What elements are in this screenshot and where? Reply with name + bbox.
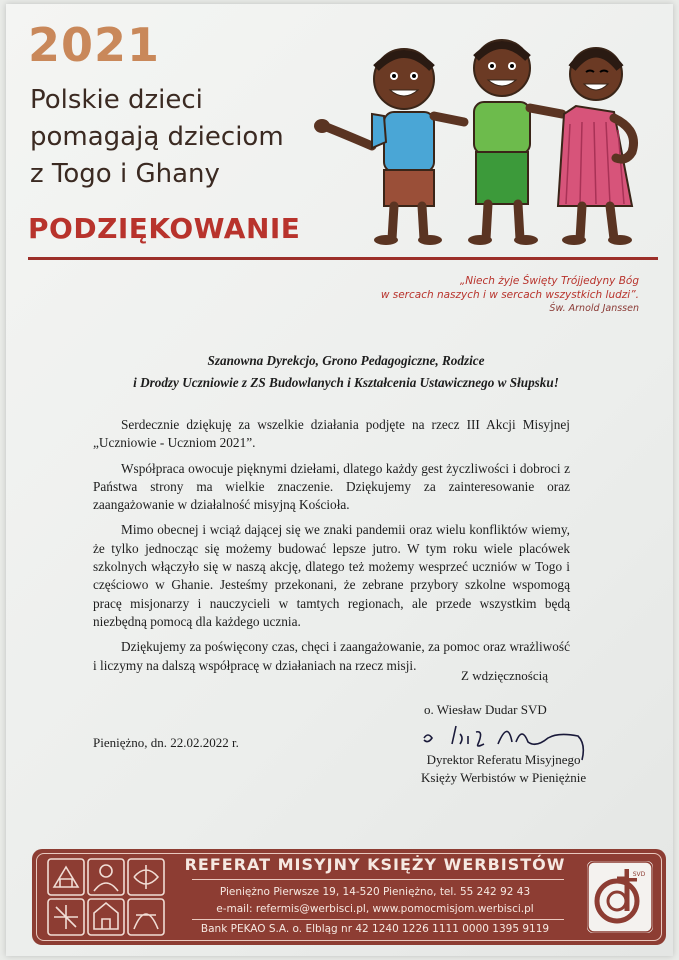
greeting-line-2: i Drodzy Uczniowie z ZS Budowlanych i Kształcenia Ustawicznego w Słupsku! — [133, 375, 559, 390]
paragraph-3: Mimo obecnej i wciąż dającej się we znaki pandemii oraz wielu konfliktów wiemy, że tylko jednocząc się możemy budować lepsze jutro. W tym roku wiele placówek szkolnych włączyło się w naszą akcję, dlatego też możemy wesprzeć uczniów w Togo i częściowo w Ghanie. Jesteśmy przekonani, że zebrane przybory szkolne wspomogą pracę misjonarzy i nauczycieli w tamtych regionach, ale przede wszystkim będą niezbędną pomocą dla każdego ucznia. — [93, 522, 570, 629]
letter-body — [93, 416, 570, 682]
closing-phrase: Z wdzięcznością — [461, 668, 548, 683]
letter-greeting — [46, 350, 646, 394]
footer-address: Pieniężno Pierwsze 19, 14-520 Pieniężno, tel. 55 242 92 43 — [219, 886, 531, 898]
paragraph-2: Współpraca owocuje pięknymi dziełami, dlatego każdy gest życzliwości i dobroci z Państwa strony ma wielkie znaczenie. Dziękujemy za zainteresowanie oraz zaangażowanie w działalność misyjną Kościoła. — [93, 460, 570, 513]
campaign-year: 2021 — [28, 18, 161, 72]
campaign-headline — [30, 82, 330, 193]
footer-contact: e-mail: refermis@werbisci.pl, www.pomocmisjom.werbisci.pl — [216, 903, 534, 915]
child-blue-shirt — [314, 49, 464, 245]
footer-divider-bottom — [192, 919, 564, 920]
child-green-shirt — [468, 40, 562, 245]
letter-title: PODZIĘKOWANIE — [28, 212, 301, 245]
headline-line-3: z Togo i Ghany — [30, 159, 220, 189]
quote-line-2: w sercach naszych i w sercach wszystkich ludzi”. — [380, 289, 639, 301]
letterhead-footer — [32, 849, 666, 945]
paragraph-4: Dziękujemy za poświęcony czas, chęci i zaangażowanie, za pomoc oraz wrażliwość i liczymy na dalszą współpracę w działaniach na rzecz misji. — [93, 639, 570, 673]
child-pink-dress — [558, 48, 634, 245]
quote-author: Św. Arnold Janssen — [549, 303, 639, 314]
paragraph-1: Serdecznie dziękuję za wszelkie działania podjęte na rzecz III Akcji Misyjnej „Uczniowie - Uczniom 2021”. — [93, 417, 570, 451]
mission-icons-grid — [46, 857, 168, 937]
greeting-line-1: Szanowna Dyrekcjo, Grono Pedagogiczne, Rodzice — [207, 353, 485, 368]
headline-line-1: Polskie dzieci — [30, 85, 203, 115]
svd-logo-text: SVD — [632, 871, 646, 878]
children-illustration — [314, 34, 664, 249]
letter-date: Pieniężno, dn. 22.02.2022 r. — [93, 735, 239, 750]
letter-sheet — [6, 4, 673, 956]
signer-role — [421, 751, 586, 787]
role-line-2: Księży Werbistów w Pieniężnie — [421, 770, 587, 785]
role-line-1: Dyrektor Referatu Misyjnego — [426, 752, 581, 767]
signer-name: o. Wiesław Dudar SVD — [424, 702, 547, 717]
motto-quote — [381, 274, 639, 316]
svd-logo — [587, 861, 653, 933]
footer-bank-account: Bank PEKAO S.A. o. Elbląg nr 42 1240 1226 1111 0000 1395 9119 — [200, 923, 550, 935]
header-divider — [28, 257, 658, 260]
headline-line-2: pomagają dzieciom — [30, 122, 284, 152]
footer-org-name: REFERAT MISYJNY KSIĘŻY WERBISTÓW — [184, 855, 566, 874]
quote-line-1: „Niech żyje Święty Trójjedyny Bóg — [459, 275, 639, 287]
footer-divider-top — [192, 879, 564, 880]
